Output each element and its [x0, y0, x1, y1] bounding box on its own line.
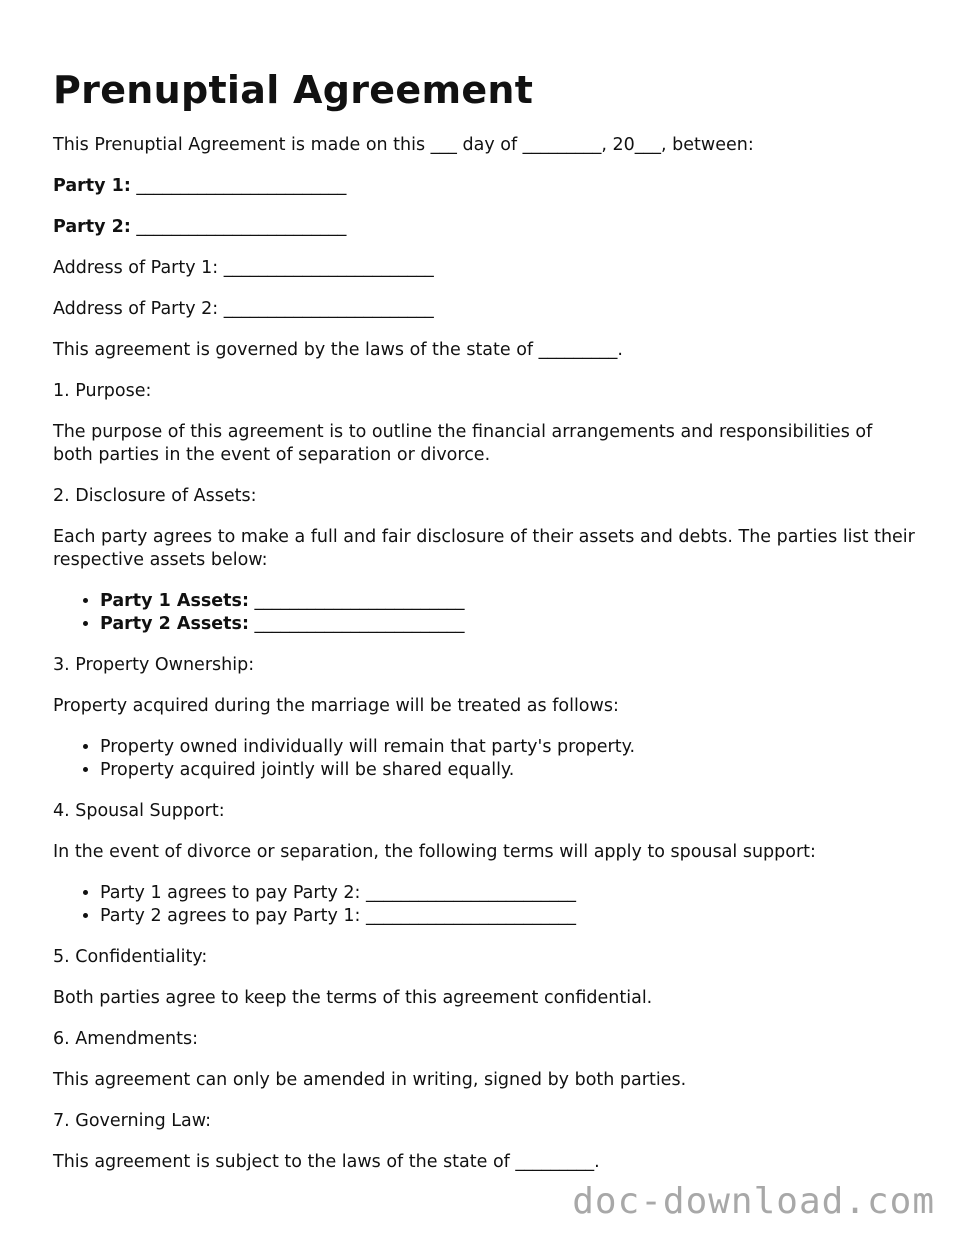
section-text-support: In the event of divorce or separation, the following terms will apply to spousal support: — [53, 842, 816, 862]
governed-statement: This agreement is governed by the laws of the state of _________. — [53, 340, 623, 360]
list-item — [100, 613, 915, 636]
party2-line — [53, 216, 915, 239]
address-party1: Address of Party 1: ________________________ — [53, 258, 434, 278]
section-heading-property: 3. Property Ownership: — [53, 655, 255, 675]
address-party2: Address of Party 2: ________________________ — [53, 299, 434, 319]
asset-blank: ________________________ — [254, 614, 465, 634]
section-heading-law: 7. Governing Law: — [53, 1111, 211, 1131]
party2-label: Party 2: — [53, 217, 131, 237]
section-heading-disclosure: 2. Disclosure of Assets: — [53, 486, 257, 506]
section-heading-support: 4. Spousal Support: — [53, 801, 225, 821]
list-item: • Party 2 agrees to pay Party 1: ________________________ — [100, 905, 915, 928]
section-heading-purpose: 1. Purpose: — [53, 381, 152, 401]
section-text-law: This agreement is subject to the laws of the state of _________. — [53, 1152, 600, 1172]
asset-label: Party 1 Assets: — [100, 591, 249, 611]
asset-blank: ________________________ — [254, 591, 465, 611]
section-heading-amendments: 6. Amendments: — [53, 1029, 199, 1049]
section-text-property: Property acquired during the marriage will be treated as follows: — [53, 696, 619, 716]
assets-list — [53, 590, 915, 636]
property-list — [53, 736, 915, 782]
party1-label: Party 1: — [53, 176, 131, 196]
list-item — [100, 590, 915, 613]
section-text-purpose: The purpose of this agreement is to outline the financial arrangements and responsibilities of both parties in the event of separation or divorce. — [53, 422, 873, 465]
document-title: Prenuptial Agreement — [53, 68, 534, 112]
support-list — [53, 882, 915, 928]
intro-paragraph: This Prenuptial Agreement is made on this ___ day of _________, 20___, between: — [53, 135, 754, 155]
party1-blank: ________________________ — [136, 176, 347, 196]
list-item: • Property owned individually will remain that party's property. — [100, 736, 915, 759]
asset-label: Party 2 Assets: — [100, 614, 249, 634]
section-text-disclosure: Each party agrees to make a full and fair disclosure of their assets and debts. The parties list their respective assets below: — [53, 527, 915, 570]
document-page — [53, 66, 915, 1192]
party1-line — [53, 175, 915, 198]
section-text-amendments: This agreement can only be amended in writing, signed by both parties. — [53, 1070, 687, 1090]
list-item: • Party 1 agrees to pay Party 2: ________________________ — [100, 882, 915, 905]
list-item: • Property acquired jointly will be shared equally. — [100, 759, 915, 782]
section-text-confidentiality: Both parties agree to keep the terms of this agreement confidential. — [53, 988, 653, 1008]
section-heading-confidentiality: 5. Confidentiality: — [53, 947, 208, 967]
party2-blank: ________________________ — [136, 217, 347, 237]
watermark: doc-download.com — [572, 1181, 935, 1222]
